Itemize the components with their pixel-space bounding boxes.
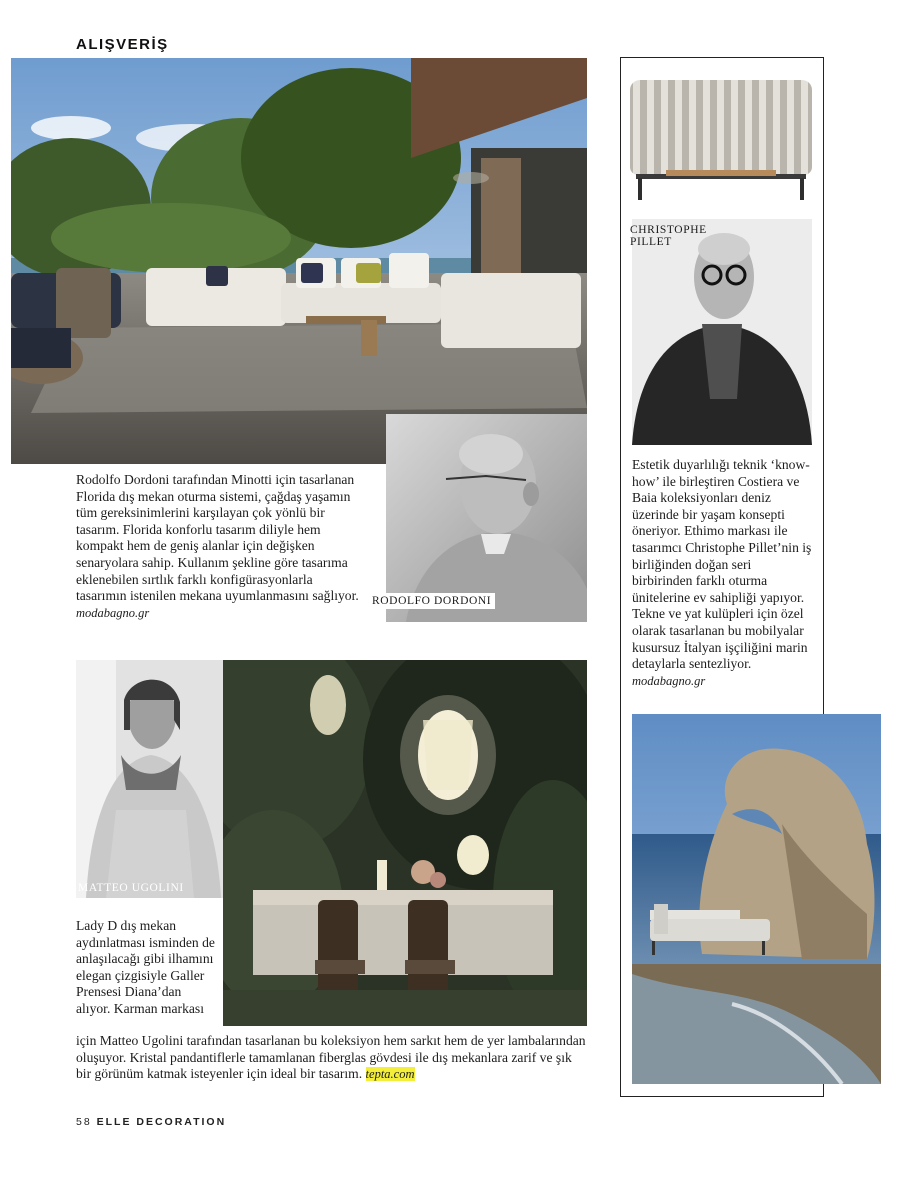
- florida-sofa-photo: [11, 58, 587, 464]
- pillet-label-line2: PILLET: [630, 236, 672, 248]
- magazine-name: ELLE DECORATION: [96, 1116, 227, 1128]
- dordoni-portrait-label: RODOLFO DORDONI: [368, 593, 495, 609]
- section-title: ALIŞVERİŞ: [76, 36, 169, 53]
- dordoni-caption: [76, 472, 366, 621]
- ugolini-caption-left: Lady D dış mekan aydınlatması isminden de anlaşılacağı gibi ilhamını elegan çizgisiyle Galler Prensesi Diana’dan alıyor. Karman markası: [76, 918, 215, 1016]
- pillet-portrait-photo: [632, 219, 812, 445]
- ugolini-caption-bottom: [76, 1033, 588, 1083]
- dordoni-portrait-photo: [386, 414, 587, 622]
- dordoni-credit: modabagno.gr: [76, 605, 150, 620]
- ugolini-credit: tepta.com: [365, 1067, 415, 1082]
- ugolini-portrait-label: MATTEO UGOLINI: [78, 882, 184, 894]
- pillet-credit: modabagno.gr: [632, 673, 706, 688]
- pillet-caption: [632, 457, 814, 689]
- page-footer: [76, 1116, 226, 1128]
- lady-d-lamp-photo: [223, 660, 587, 1026]
- page-number: 58: [76, 1116, 92, 1128]
- dordoni-caption-text: Rodolfo Dordoni tarafından Minotti için tasarlanan Florida dış mekan oturma sistemi, çağdaş yaşamın tüm gereksinimlerini karşılayan çok yönlü bir tasarım. Florida konforlu tasarım diliyle hem kompakt hem de geniş alanlar için değişken senaryolara sahip. Kullanım şekline göre tasarıma eklenebilen sırtlık farklı konfigürasyonlarla tasarımın istenilen mekana uyumlanmasını sağlıyor.: [76, 472, 359, 604]
- pillet-label-line1: CHRISTOPHE: [630, 224, 707, 236]
- baia-seaside-photo: [632, 714, 881, 1084]
- pillet-caption-text: Estetik duyarlılığı teknik ‘know-how’ ile birleştiren Costiera ve Baia koleksiyonları deniz üzerinde bir yaşam konsepti öneriyor. Ethimo markası ile tasarımcı Christophe Pillet’nin iş birliğinden doğan seri birbirinden farklı oturma ünitelerine ev sahipliği yapıyor. Tekne ve yat kulüpleri için özel olarak tasarlanan bu mobilyalar kusursuz İtalyan işçiliğini marin detaylarla sentezliyor.: [632, 457, 812, 672]
- ugolini-caption-text: için Matteo Ugolini tarafından tasarlanan bu koleksiyon hem sarkıt hem de yer lambalarından oluşuyor. Kristal pandantiflerle tamamlanan fiberglas gövdesi ile dış mekanlara zarif ve şık bir görünüm katmak isteyenler için ideal bir tasarım.: [76, 1033, 586, 1082]
- costiera-armchair-photo: [626, 70, 816, 210]
- pillet-portrait-label: [630, 224, 707, 248]
- ugolini-portrait-photo: [76, 660, 223, 898]
